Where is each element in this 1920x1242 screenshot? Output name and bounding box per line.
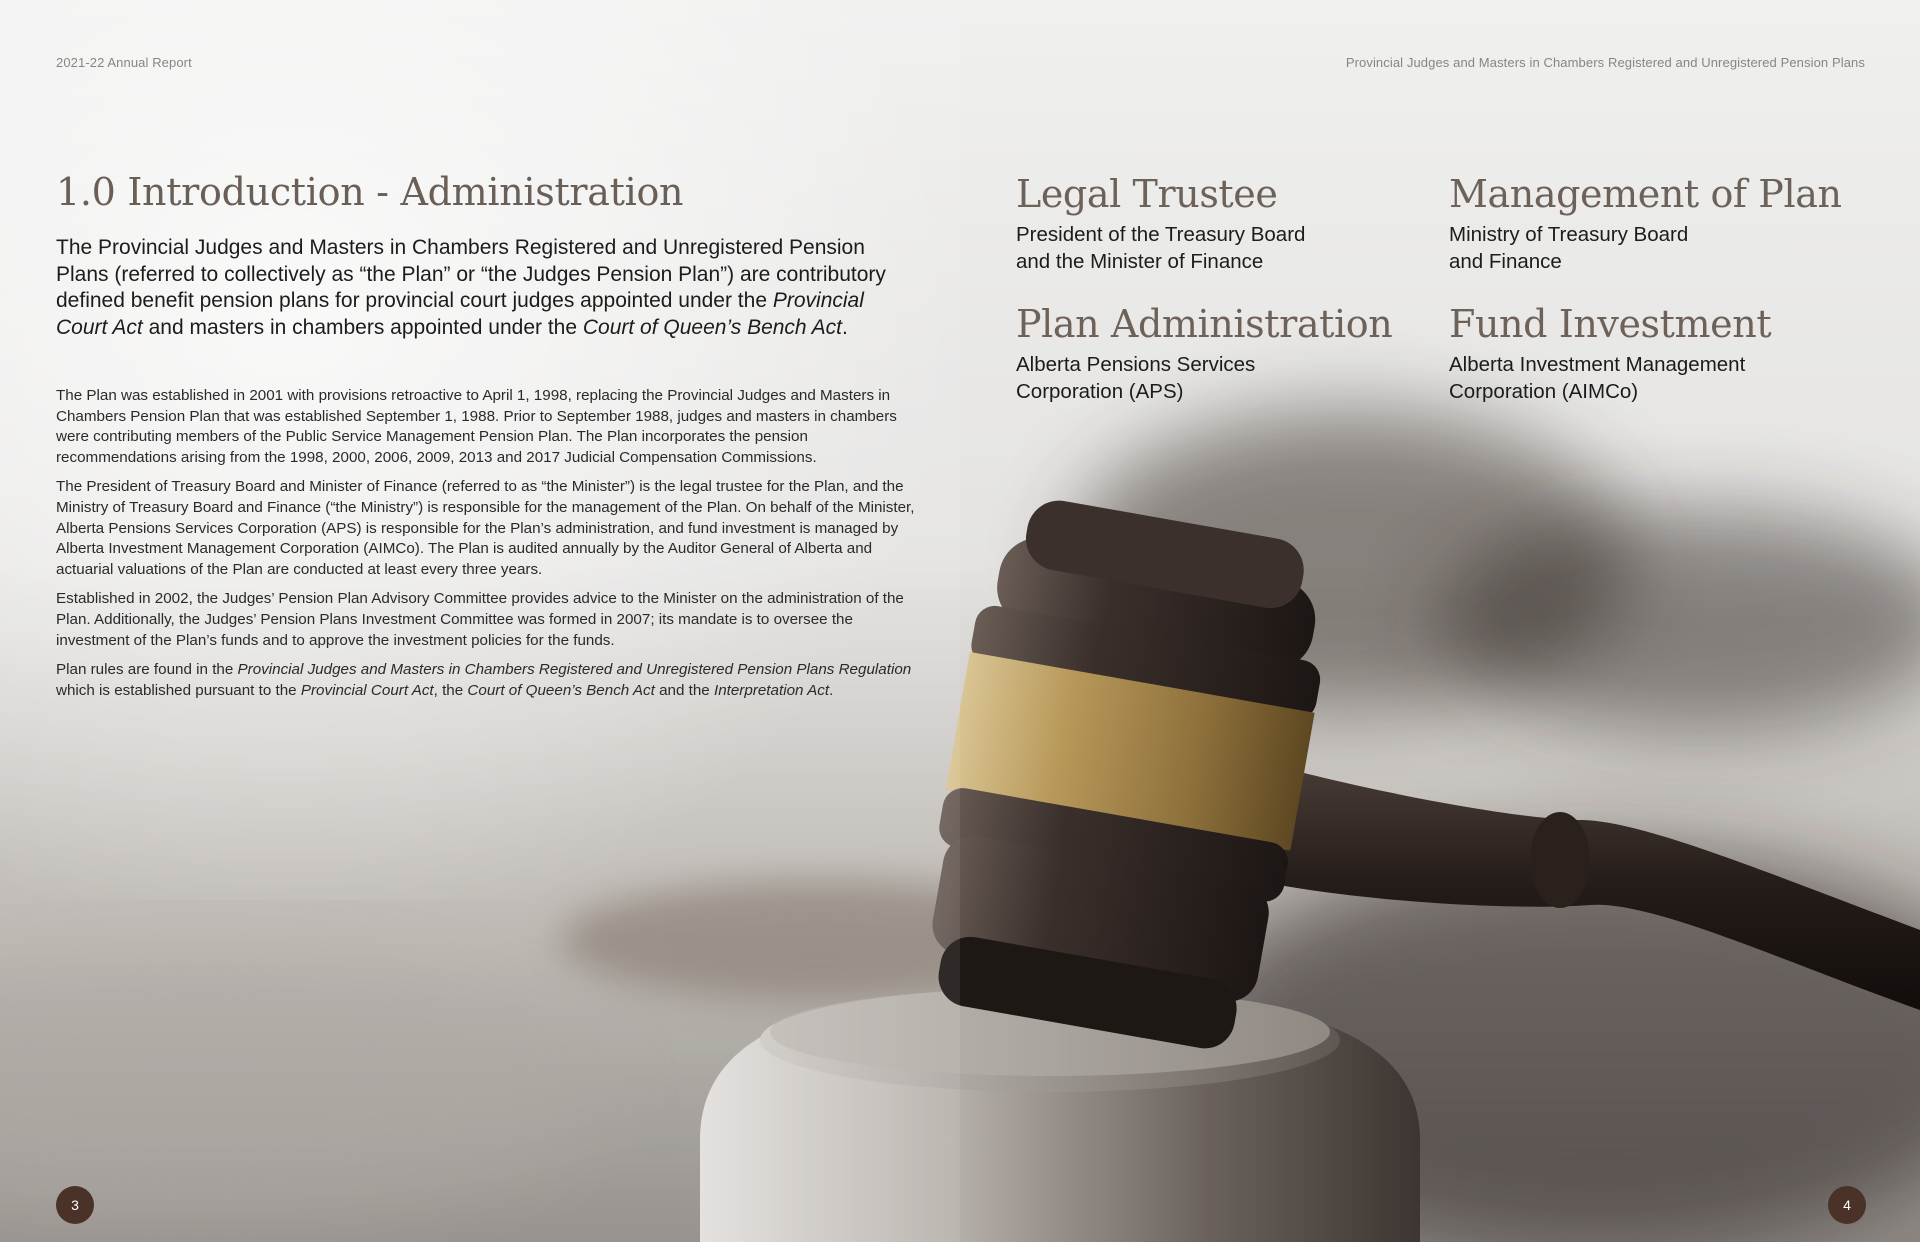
rules-act-queens-bench: Court of Queen’s Bench Act — [467, 681, 655, 699]
paragraph-committees: Established in 2002, the Judges’ Pension Plan Advisory Committee provides advice to the Minister on the administration of the Plan. Additionally, the Judges’ Pension Plans Investment Committee was formed in 2007; its mandate is to oversee the investment of the Plan’s funds and to approve the investment policies for the funds. — [56, 590, 904, 649]
paragraph-plan-rules — [56, 660, 916, 701]
rules-text-3: , the — [433, 681, 468, 699]
section-number: 1.0 — [56, 170, 116, 214]
fund-investment-title: Fund Investment — [1449, 302, 1772, 346]
management-title: Management of Plan — [1449, 172, 1842, 216]
rules-text-5: . — [829, 681, 834, 699]
legal-trustee-block — [1016, 172, 1416, 275]
running-header-left: 2021-22 Annual Report — [56, 55, 192, 70]
plan-administration-title: Plan Administration — [1016, 302, 1393, 346]
running-header-right: Provincial Judges and Masters in Chambers Registered and Unregistered Pension Plans — [1345, 55, 1865, 70]
plan-administration-block — [1016, 302, 1416, 405]
intro-lead-paragraph — [56, 235, 916, 341]
rules-text-4: and the — [654, 681, 714, 699]
lead-text-2: and masters in chambers appointed under the — [142, 315, 583, 339]
body-text — [56, 386, 916, 710]
rules-regulation: Provincial Judges and Masters in Chambers Registered and Unregistered Pension Plans Regulation — [237, 661, 912, 679]
lead-act-provincial-court: Provincial Court Act — [56, 289, 864, 339]
legal-trustee-text: President of the Treasury Board and the Minister of Finance — [1016, 223, 1306, 273]
paragraph-governance: The President of Treasury Board and Minister of Finance (referred to as “the Minister”) is the legal trustee for the Plan, and the Ministry of Treasury Board and Finance (“the Ministry”) is responsible for the management of the Plan. On behalf of the Minister, Alberta Pensions Services Corporation (APS) is responsible for the Plan’s administration, and fund investment is managed by Alberta Investment Management Corporation (AIMCo). The Plan is audited annually by the Auditor General of Alberta and actuarial valuations of the Plan are conducted at least every three years. — [56, 478, 915, 578]
rules-text-2: which is established pursuant to the — [56, 681, 301, 699]
management-block — [1449, 172, 1849, 275]
section-title — [56, 170, 683, 214]
plan-administration-text: Alberta Pensions Services Corporation (APS) — [1016, 353, 1256, 403]
section-title-text: Introduction - Administration — [127, 170, 684, 214]
management-text: Ministry of Treasury Board and Finance — [1449, 223, 1689, 273]
lead-text-3: . — [842, 315, 848, 339]
fund-investment-text: Alberta Investment Management Corporation (AIMCo) — [1449, 353, 1746, 403]
rules-text-1: Plan rules are found in the — [56, 661, 238, 679]
page-number-badge-right: 4 — [1828, 1186, 1866, 1224]
fund-investment-block — [1449, 302, 1849, 405]
rules-act-provincial-court: Provincial Court Act — [300, 681, 434, 699]
lead-act-queens-bench: Court of Queen’s Bench Act — [582, 315, 843, 339]
paragraph-history: The Plan was established in 2001 with provisions retroactive to April 1, 1998, replacing the Provincial Judges and Masters in Chambers Pension Plan that was established September 1, 1988. Prior to September 1988, judges and masters in chambers were contributing members of the Public Service Management Pension Plan. The Plan incorporates the pension recommendations arising from the 1998, 2000, 2006, 2009, 2013 and 2017 Judicial Compensation Commissions. — [56, 387, 897, 466]
page-number-badge-left: 3 — [56, 1186, 94, 1224]
legal-trustee-title: Legal Trustee — [1016, 172, 1278, 216]
lead-text-1: The Provincial Judges and Masters in Chambers Registered and Unregistered Pension Plans (referred to collectively as “the Plan” or “the Judges Pension Plan”) are contributory defined benefit pension plans for provincial court judges appointed under the — [56, 236, 886, 312]
rules-act-interpretation: Interpretation Act — [713, 681, 830, 699]
